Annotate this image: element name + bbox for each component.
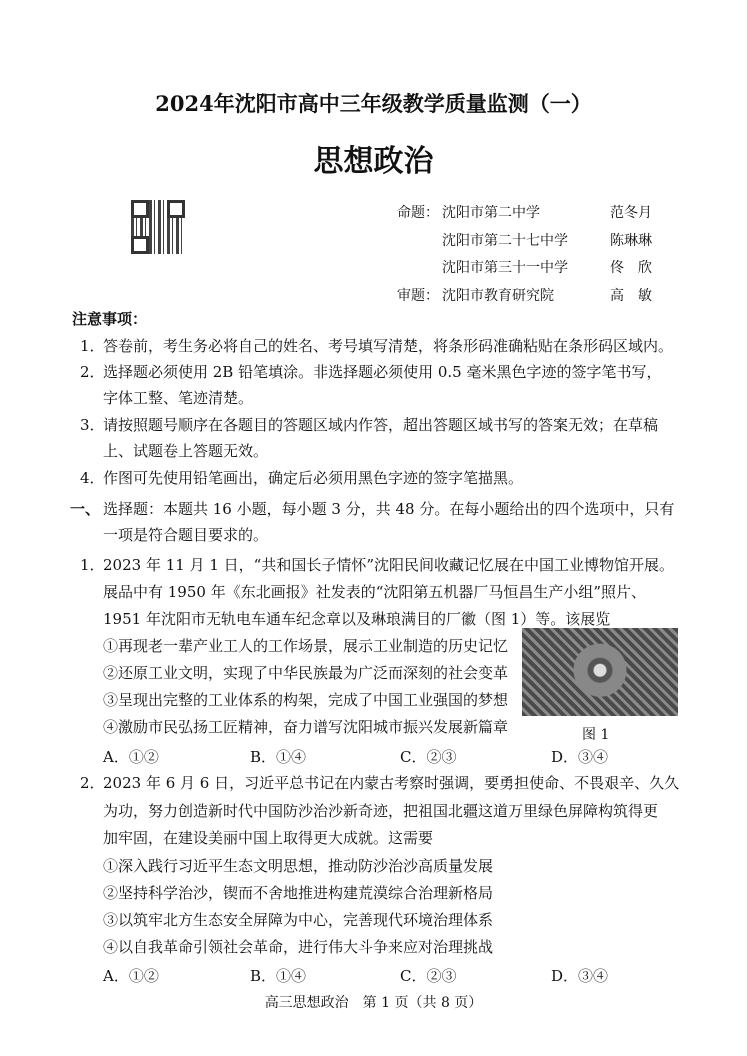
option-c: C．②③: [400, 748, 457, 766]
author-name: 陈琳琳: [610, 233, 652, 249]
notice-num: 3．: [80, 416, 105, 434]
author-name: 佟 欣: [610, 260, 652, 276]
notice-line: 请按照题号顺序在各题目的答题区域内作答，超出答题区域书写的答案无效；在草稿: [103, 416, 659, 434]
notice-line: 作图可先使用铅笔画出，确定后必须用黑色字迹的签字笔描黑。: [103, 469, 524, 487]
proposer-label: 命题：: [397, 205, 439, 221]
statement: ②还原工业文明，实现了中华民族最为广泛而深刻的社会变革: [103, 664, 509, 682]
statement: ②坚持科学治沙，锲而不舍地推进构建荒漠综合治理新格局: [103, 884, 494, 902]
option-d: D．③④: [551, 967, 609, 985]
author-name: 范冬月: [610, 205, 652, 221]
statement: ④以自我革命引领社会革命，进行伟大斗争来应对治理挑战: [103, 938, 494, 956]
notice-num: 2．: [80, 363, 105, 381]
question-stem: 2023 年 11 月 1 日，“共和国长子情怀”沈阳民间收藏记忆展在中国工业博物馆开展。: [103, 556, 674, 574]
qr-code-icon: [131, 200, 185, 254]
author-org: 沈阳市第二十七中学: [442, 233, 568, 249]
author-name: 高 敏: [610, 288, 652, 304]
notice-num: 1．: [80, 337, 105, 355]
notice-line: 答卷前，考生务必将自己的姓名、考号填写清楚，将条形码准确粘贴在条形码区域内。: [103, 337, 674, 355]
question-stem: 加牢固，在建设美丽中国上取得更大成就。这需要: [103, 829, 434, 847]
statement: ③以筑牢北方生态安全屏障为中心，完善现代环境治理体系: [103, 911, 494, 929]
notice-heading: 注意事项：: [72, 310, 148, 328]
page-footer: 高三思想政治 第 1 页（共 8 页）: [264, 995, 483, 1011]
question-stem: 为功，努力创造新时代中国防沙治沙新奇迹，把祖国北疆这道万里绿色屏障构筑得更: [103, 802, 659, 820]
notice-line: 选择题必须使用 2B 铅笔填涂。非选择题必须使用 0.5 毫米黑色字迹的签字笔书写，: [103, 363, 662, 381]
question-num: 2．: [80, 774, 105, 792]
section-num: 一、: [70, 500, 101, 518]
author-org: 沈阳市教育研究院: [442, 288, 554, 304]
author-org: 沈阳市第二中学: [442, 205, 540, 221]
statement: ①深入践行习近平生态文明思想，推动防沙治沙高质量发展: [103, 857, 494, 875]
exam-title: 2024年沈阳市高中三年级教学质量监测（一）: [155, 91, 592, 116]
statement: ③呈现出完整的工业体系的构架，完成了中国工业强国的梦想: [103, 691, 509, 709]
figure-caption: 图 1: [582, 727, 610, 743]
notice-num: 4．: [80, 469, 105, 487]
factory-badges-figure: [522, 628, 678, 716]
question-stem: 展品中有 1950 年《东北画报》社发表的“沈阳第五机器厂马恒昌生产小组”照片、: [103, 583, 647, 601]
notice-line: 上、试题卷上答题无效。: [103, 442, 269, 460]
option-a: A．①②: [103, 748, 159, 766]
question-stem: 2023 年 6 月 6 日，习近平总书记在内蒙古考察时强调，要勇担使命、不畏艰辛、久久: [103, 774, 680, 792]
option-a: A．①②: [103, 967, 159, 985]
section-line: 一项是符合题目要求的。: [103, 526, 269, 544]
reviewer-label: 审题：: [397, 288, 439, 304]
option-d: D．③④: [551, 748, 609, 766]
option-b: B．①④: [250, 967, 307, 985]
question-stem: 1951 年沈阳市无轨电车通车纪念章以及琳琅满目的厂徽（图 1）等。该展览: [103, 610, 611, 628]
option-c: C．②③: [400, 967, 457, 985]
author-org: 沈阳市第三十一中学: [442, 260, 568, 276]
question-num: 1．: [80, 556, 105, 574]
notice-line: 字体工整、笔迹清楚。: [103, 389, 254, 407]
section-line: 选择题：本题共 16 小题，每小题 3 分，共 48 分。在每小题给出的四个选项中，只有: [103, 500, 675, 518]
statement: ①再现老一辈产业工人的工作场景，展示工业制造的历史记忆: [103, 637, 509, 655]
option-b: B．①④: [250, 748, 307, 766]
subject-title: 思想政治: [313, 144, 434, 179]
statement: ④激励市民弘扬工匠精神，奋力谱写沈阳城市振兴发展新篇章: [103, 718, 509, 736]
